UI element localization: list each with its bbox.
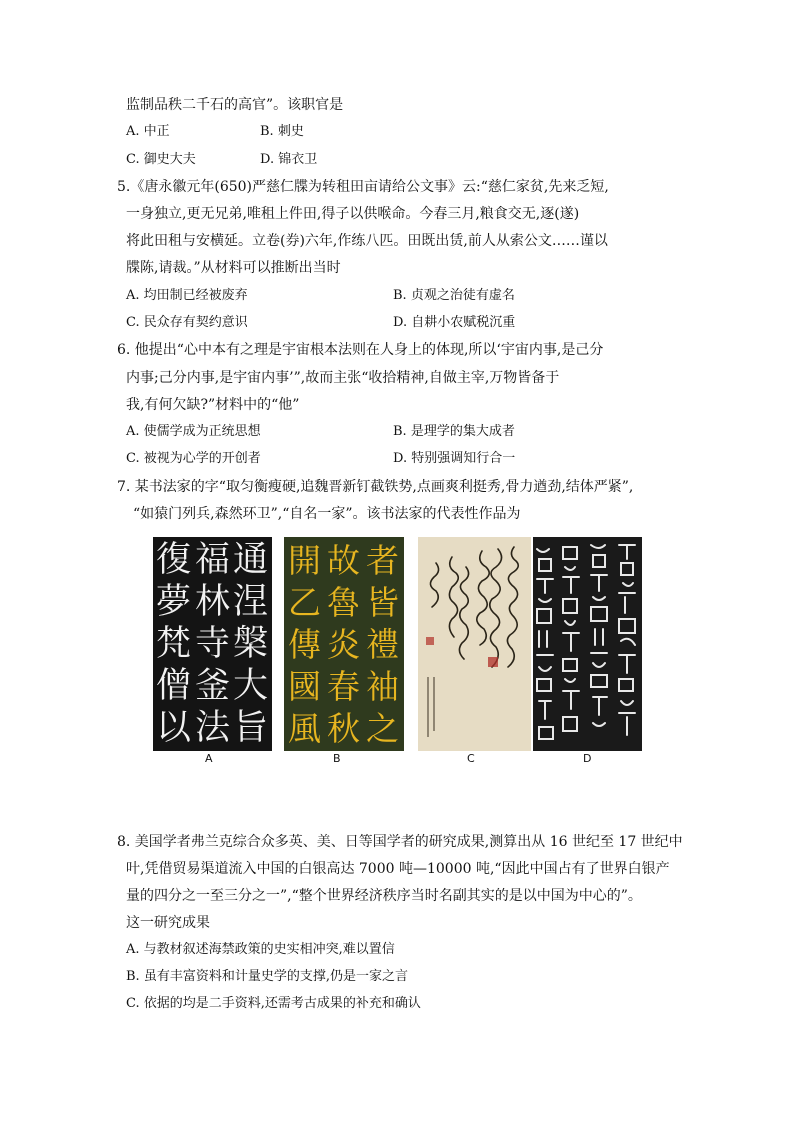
q4-option-b: B. 刺史 — [260, 124, 304, 139]
q6-option-a: A. 使儒学成为正统思想 — [126, 424, 261, 439]
q6-line2: 内事;己分内事,是宇宙内事’”,故而主张“收拾精神,自做主宰,万物皆备于 — [126, 370, 560, 386]
image-a-col2: 福林寺釜法 — [195, 540, 231, 748]
q4-tail: 监制品秩二千石的高官”。该职官是 — [126, 97, 344, 113]
image-a-col3: 復夢梵僧以 — [156, 540, 192, 748]
q8-line2: 叶,凭借贸易渠道流入中国的白银高达 7000 吨—10000 吨,“因此中国占有了世界白银产 — [126, 861, 670, 877]
q6-line1: 6. 他提出“心中本有之理是宇宙根本法则在人身上的体现,所以‘宇宙内事,是己分 — [117, 342, 604, 358]
q7-line2: “如猿门列兵,森然环卫”,“自名一家”。该书法家的代表性作品为 — [133, 506, 521, 522]
q5-option-b: B. 贞观之治徒有虚名 — [393, 288, 515, 303]
q8-option-a: A. 与教材叙述海禁政策的史实相冲突,难以置信 — [126, 942, 395, 957]
q8-option-c: C. 依据的均是二手资料,还需考古成果的补充和确认 — [126, 996, 421, 1011]
seal-script-illustration — [533, 537, 642, 751]
q5-line2: 一身独立,更无兄弟,唯租上件田,得子以供喉命。今春三月,粮食交无,逐(遂) — [126, 206, 580, 222]
image-b-col2: 故魯炎春秋 — [327, 541, 360, 748]
caption-c: C — [467, 752, 475, 765]
calligraphy-image-c — [418, 537, 531, 751]
calligraphy-image-d — [533, 537, 642, 751]
caption-a: A — [205, 752, 213, 765]
q8-option-b: B. 虽有丰富资料和计量史学的支撑,仍是一家之言 — [126, 969, 408, 984]
q4-option-c: C. 御史大夫 — [126, 152, 196, 167]
image-b-col3: 開乙傳國風 — [288, 541, 321, 748]
q4-option-a: A. 中正 — [126, 124, 170, 139]
q5-option-a: A. 均田制已经被废弃 — [126, 288, 248, 303]
q5-option-d: D. 自耕小农赋税沉重 — [393, 315, 516, 330]
q6-option-b: B. 是理学的集大成者 — [393, 424, 515, 439]
q7-line1: 7. 某书法家的字“取匀衡瘦硬,追魏晋新钉截铁势,点画爽利挺秀,骨力遒劲,结体严紧”, — [117, 479, 634, 495]
q4-option-d: D. 锦衣卫 — [260, 152, 318, 167]
q5-line3: 将此田租与安横延。立卷(券)六年,作练八匹。田既出赁,前人从索公文……谨以 — [126, 233, 608, 249]
q6-option-d: D. 特别强调知行合一 — [393, 451, 516, 466]
q8-line1: 8. 美国学者弗兰克综合众多英、美、日等国学者的研究成果,测算出从 16 世纪至 17 世纪中 — [117, 834, 683, 850]
calligraphy-image-a — [153, 537, 272, 751]
image-b-col1: 者皆禮袖之 — [366, 541, 399, 748]
q6-line3: 我,有何欠缺?”材料中的“他” — [126, 397, 300, 413]
caption-d: D — [583, 752, 592, 765]
q5-line4: 牒陈,请裁。”从材料可以推断出当时 — [126, 260, 341, 276]
calligraphy-image-b — [284, 537, 404, 751]
cursive-script-illustration — [418, 537, 531, 751]
q8-line4: 这一研究成果 — [126, 915, 210, 931]
caption-b: B — [333, 752, 341, 765]
image-a-col1: 通涅槃大旨 — [233, 540, 269, 748]
q6-option-c: C. 被视为心学的开创者 — [126, 451, 261, 466]
q5-line1: 5.《唐永徽元年(650)严慈仁牒为转租田亩请给公文事》云:“慈仁家贫,先来乏短, — [117, 179, 609, 195]
q8-line3: 量的四分之一至三分之一”,“整个世界经济秩序当时名副其实的是以中国为中心的”。 — [126, 888, 642, 904]
q5-option-c: C. 民众存有契约意识 — [126, 315, 248, 330]
